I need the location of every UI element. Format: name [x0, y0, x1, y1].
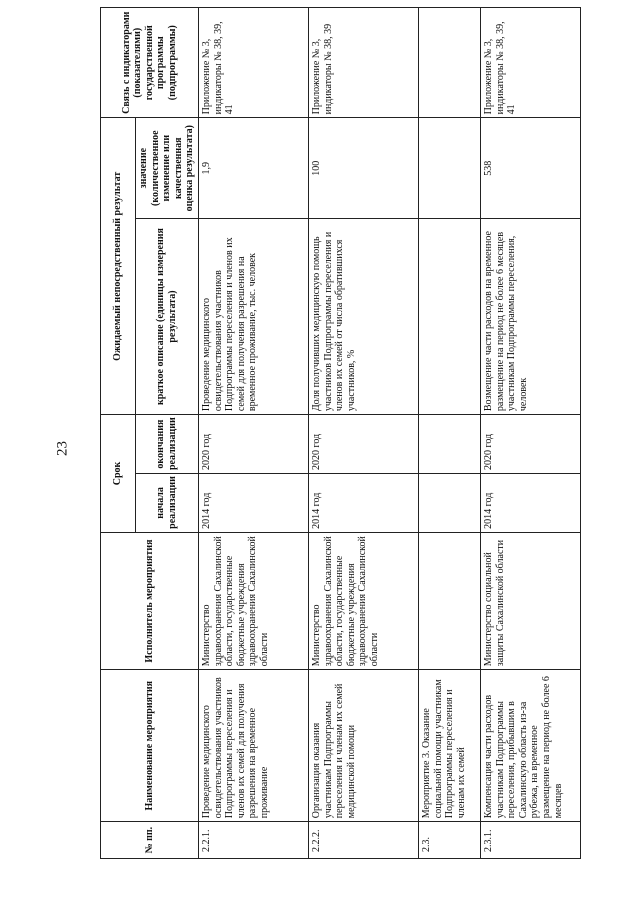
header-term-end: окончания реализации — [136, 415, 199, 474]
row-executor: Министерство здравоохранения Сахалинской области, государственные бюджетные учреждения здравоохранения Сахалинской области — [309, 532, 419, 669]
header-num: № пп. — [101, 822, 199, 859]
row-name: Проведение медицинского освидетельствования участников Подпрограммы переселения и членов их семей для получения разрешения на временное проживание — [199, 670, 309, 822]
row-desc: Проведение медицинского освидетельствования участников Подпрограммы переселения и членов их семей для получения разрешения на временное проживание, тыс. человек — [199, 218, 309, 414]
header-row-1 — [101, 8, 136, 859]
row-name: Компенсация части расходов участникам Подпрограммы переселения, прибывшим в Сахалинскую область из-за рубежа, на временное размещение на период не более 6 месяцев — [481, 670, 581, 822]
row-desc: Возмещение части расходов на временное размещение на период не более 6 месяцев участникам Подпрограммы переселения, человек — [481, 218, 581, 414]
row-value: 1,9 — [199, 118, 309, 219]
row-name: Организация оказания участникам Подпрограммы переселения и членам их семей медицинской помощи — [309, 670, 419, 822]
table-row — [309, 8, 419, 859]
row-num: 2.2.2. — [309, 822, 419, 859]
row-end: 2020 год — [199, 415, 309, 474]
rotated-table-wrapper — [100, 7, 564, 859]
table-row — [199, 8, 309, 859]
row-start: 2014 год — [199, 474, 309, 533]
header-term: Срок — [101, 415, 136, 533]
row-value: 100 — [309, 118, 419, 219]
table-row — [419, 8, 481, 859]
page-number: 23 — [54, 441, 71, 456]
header-expected-value: значение (количественное изменение или качественная оценка результата) — [136, 118, 199, 219]
header-term-start: начала реализации — [136, 474, 199, 533]
row-num: 2.3. — [419, 822, 481, 859]
row-name: Мероприятие 3. Оказание социальной помощи участникам Подпрограммы переселения и членам их семей — [419, 670, 481, 822]
row-start — [419, 474, 481, 533]
header-expected-desc: краткое описание (единицы измерения результата) — [136, 218, 199, 414]
row-link: Приложение № 3, индикаторы № 38, 39, 41 — [199, 8, 309, 118]
table-row — [481, 8, 581, 859]
measures-table — [100, 7, 581, 859]
row-desc — [419, 218, 481, 414]
row-executor: Министерство здравоохранения Сахалинской области, государственные бюджетные учреждения здравоохранения Сахалинской области — [199, 532, 309, 669]
row-executor: Министерство социальной защиты Сахалинской области — [481, 532, 581, 669]
header-executor: Исполнитель мероприятия — [101, 532, 199, 669]
row-desc: Доля получивших медицинскую помощь участников Подпрограммы переселения и членов их семей от числа обратившихся участников, % — [309, 218, 419, 414]
row-value — [419, 118, 481, 219]
row-end — [419, 415, 481, 474]
row-num: 2.2.1. — [199, 822, 309, 859]
row-executor — [419, 532, 481, 669]
row-end: 2020 год — [481, 415, 581, 474]
row-num: 2.3.1. — [481, 822, 581, 859]
row-end: 2020 год — [309, 415, 419, 474]
row-link: Приложение № 3, индикаторы № 38, 39, 41 — [481, 8, 581, 118]
header-expected: Ожидаемый непосредственный результат — [101, 118, 136, 415]
header-name: Наименование мероприятия — [101, 670, 199, 822]
row-value: 538 — [481, 118, 581, 219]
row-link: Приложение № 3, индикаторы № 38, 39 — [309, 8, 419, 118]
row-start: 2014 год — [481, 474, 581, 533]
row-start: 2014 год — [309, 474, 419, 533]
row-link — [419, 8, 481, 118]
header-link: Связь с индикаторами (показателями) государственной программы (подпрограммы) — [101, 8, 199, 118]
